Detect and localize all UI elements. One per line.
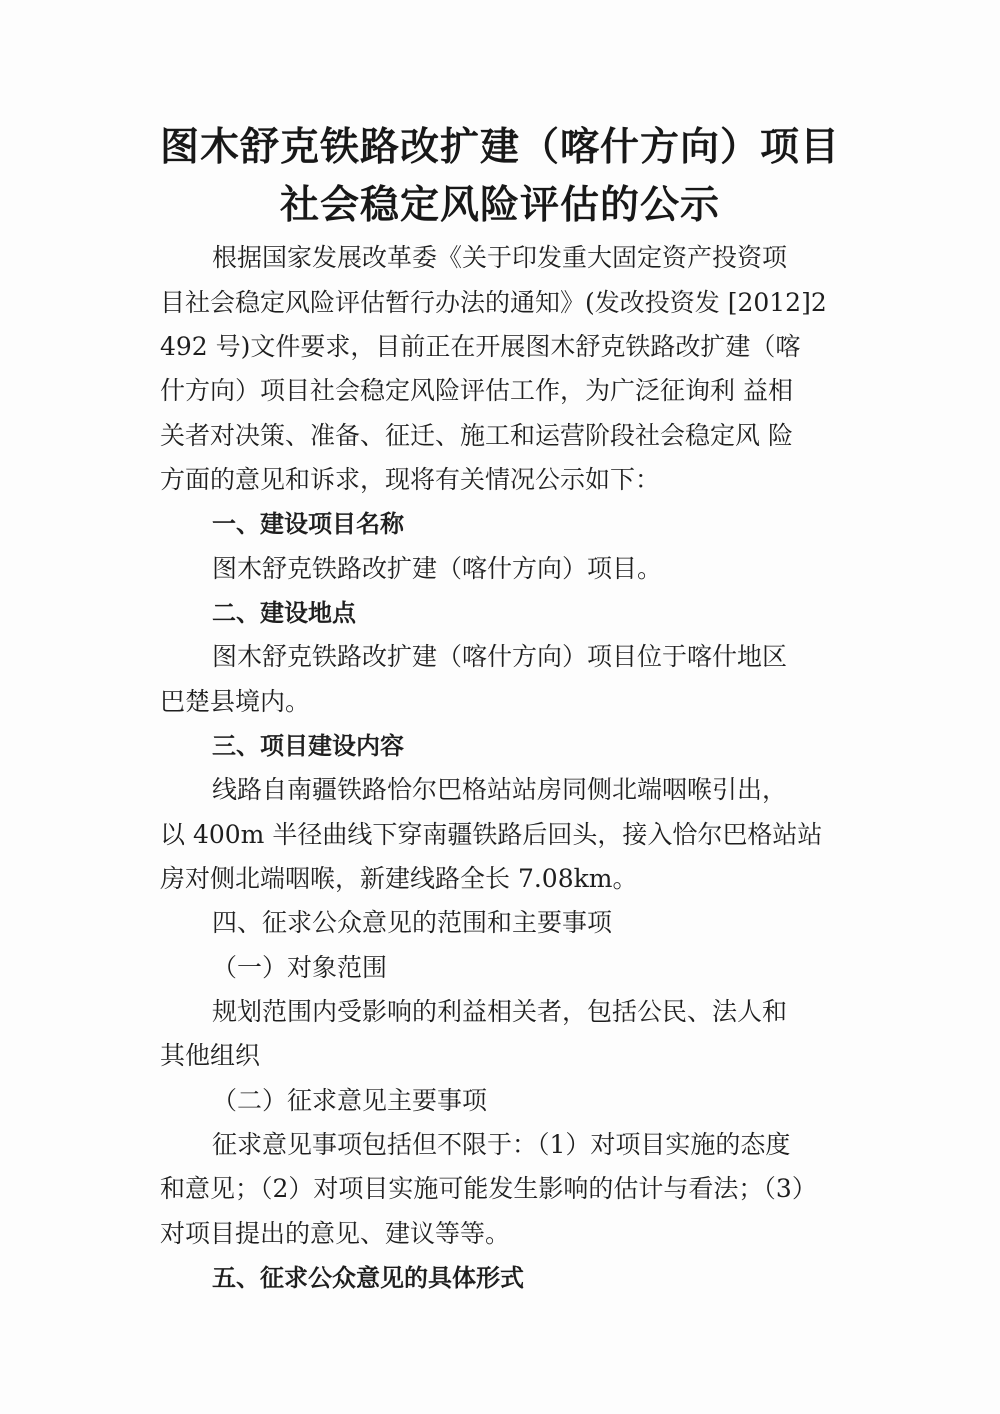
section-2-heading: 二、建设地点 [212,599,356,627]
document-title-line-2: 社会稳定风险评估的公示 [279,183,720,228]
section-1-heading: 一、建设项目名称 [212,510,404,538]
section-2-body-line-2: 巴楚县境内。 [160,687,311,716]
section-3-body-line-2: 以 400m 半径曲线下穿南疆铁路后回头，接入恰尔巴格站站 [160,820,823,849]
section-1-body: 图木舒克铁路改扩建（喀什方向）项目。 [212,554,663,583]
intro-line-3: 492 号)文件要求，目前正在开展图木舒克铁路改扩建（喀 [160,332,801,361]
section-4-heading: 四、征求公众意见的范围和主要事项 [212,908,613,937]
section-4-sub-2-body-line-3: 对项目提出的意见、建议等等。 [160,1219,511,1248]
section-3-body-line-1: 线路自南疆铁路恰尔巴格站站房同侧北端咽喉引出， [212,775,788,804]
section-3-body-line-3: 房对侧北端咽喉，新建线路全长 7.08km。 [160,864,638,893]
intro-line-5: 关者对决策、准备、征迁、施工和运营阶段社会稳定风 险 [160,421,793,450]
intro-line-4: 什方向）项目社会稳定风险评估工作，为广泛征询利 益相 [160,376,793,405]
section-4-sub-2-heading: （二）征求意见主要事项 [212,1086,488,1115]
section-4-sub-1-body-line-1: 规划范围内受影响的利益相关者，包括公民、法人和 [212,997,788,1026]
section-4-sub-2-body-line-1: 征求意见事项包括但不限于：（1）对项目实施的态度 [212,1130,791,1159]
section-4-sub-1-heading: （一）对象范围 [212,953,388,982]
intro-line-1: 根据国家发展改革委《关于印发重大固定资产投资项 [212,243,788,272]
intro-line-6: 方面的意见和诉求，现将有关情况公示如下： [160,465,661,494]
section-4-sub-2-body-line-2: 和意见；（2）对项目实施可能发生影响的估计与看法；（3） [160,1174,817,1203]
section-5-heading: 五、征求公众意见的具体形式 [212,1264,524,1292]
section-4-sub-1-body-line-2: 其他组织 [160,1041,261,1070]
section-2-body-line-1: 图木舒克铁路改扩建（喀什方向）项目位于喀什地区 [212,642,788,671]
intro-line-2: 目社会稳定风险评估暂行办法的通知》(发改投资发 [2012]2 [160,288,827,317]
section-3-heading: 三、项目建设内容 [212,732,404,760]
document-title-line-1: 图木舒克铁路改扩建（喀什方向）项目 [159,125,840,170]
